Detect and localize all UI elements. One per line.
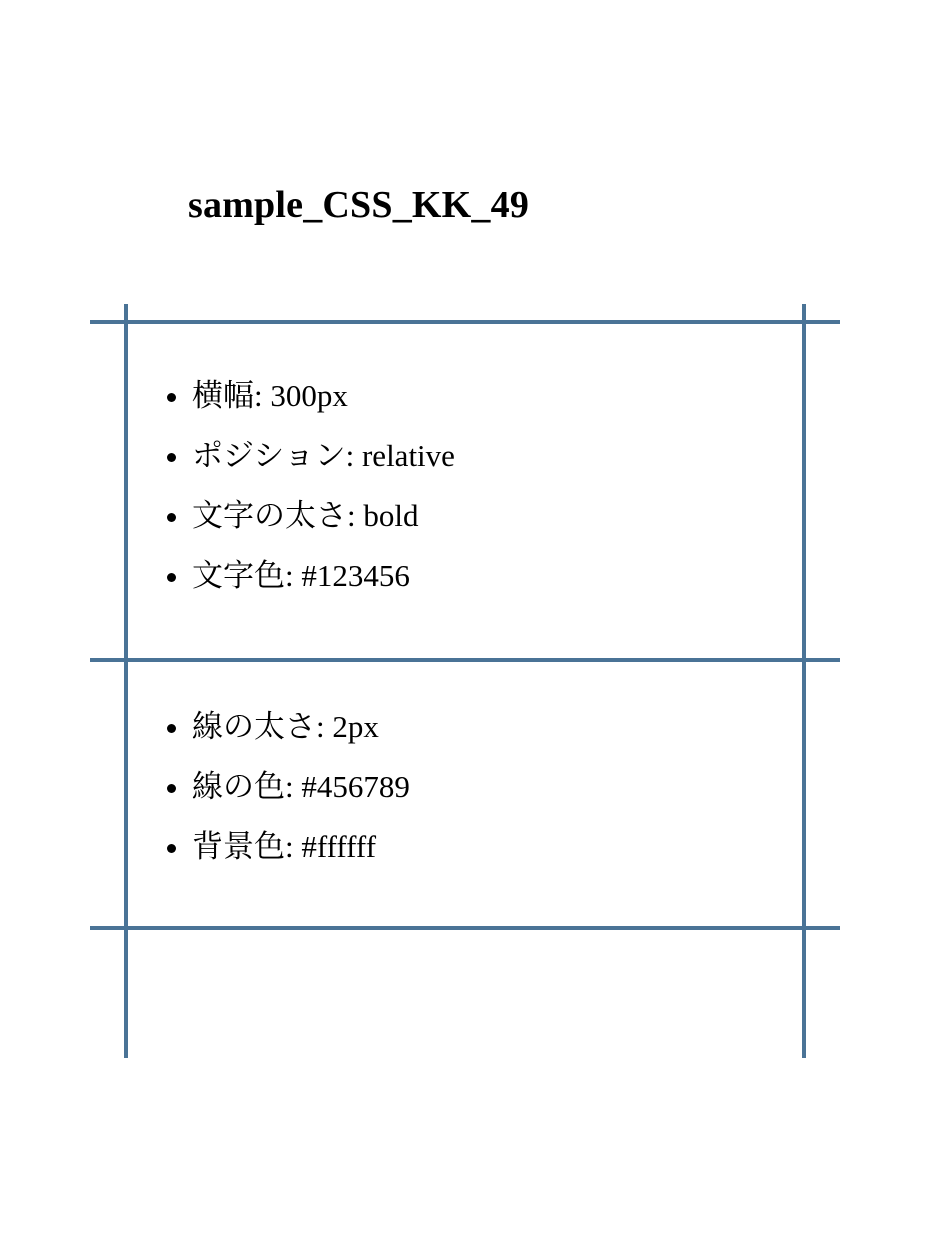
border-line-left xyxy=(124,304,128,1058)
property-value: 300px xyxy=(270,378,348,413)
sample-box xyxy=(124,304,806,1058)
page-title: sample_CSS_KK_49 xyxy=(188,184,530,226)
property-separator: : xyxy=(347,498,364,533)
property-value: #123456 xyxy=(301,558,410,593)
property-value: 2px xyxy=(332,709,379,744)
list-item xyxy=(192,697,410,757)
property-separator: : xyxy=(285,769,302,804)
property-value: #ffffff xyxy=(301,829,377,864)
property-label: 横幅 xyxy=(192,378,254,414)
list-item xyxy=(192,426,455,486)
property-value: bold xyxy=(363,498,419,533)
list-item xyxy=(192,757,410,817)
property-separator: : xyxy=(254,378,271,413)
property-label: 文字の太さ xyxy=(192,498,347,534)
property-label: ポジション xyxy=(192,438,346,474)
border-line-middle xyxy=(90,658,840,662)
property-separator: : xyxy=(285,558,302,593)
property-label: 線の太さ xyxy=(192,709,316,745)
property-label: 線の色 xyxy=(192,769,285,805)
list-item xyxy=(192,817,410,877)
list-item xyxy=(192,366,455,426)
list-item xyxy=(192,486,455,546)
property-separator: : xyxy=(285,829,302,864)
property-separator: : xyxy=(316,709,333,744)
property-label: 背景色 xyxy=(192,829,285,865)
border-properties-list xyxy=(154,697,410,877)
property-value: relative xyxy=(361,438,455,473)
border-line-right xyxy=(802,304,806,1058)
border-line-top xyxy=(90,320,840,324)
property-label: 文字色 xyxy=(192,558,285,594)
border-line-bottom xyxy=(90,926,840,930)
list-item xyxy=(192,546,455,606)
style-properties-list xyxy=(154,366,455,606)
property-value: #456789 xyxy=(301,769,410,804)
property-separator: : xyxy=(345,438,362,473)
